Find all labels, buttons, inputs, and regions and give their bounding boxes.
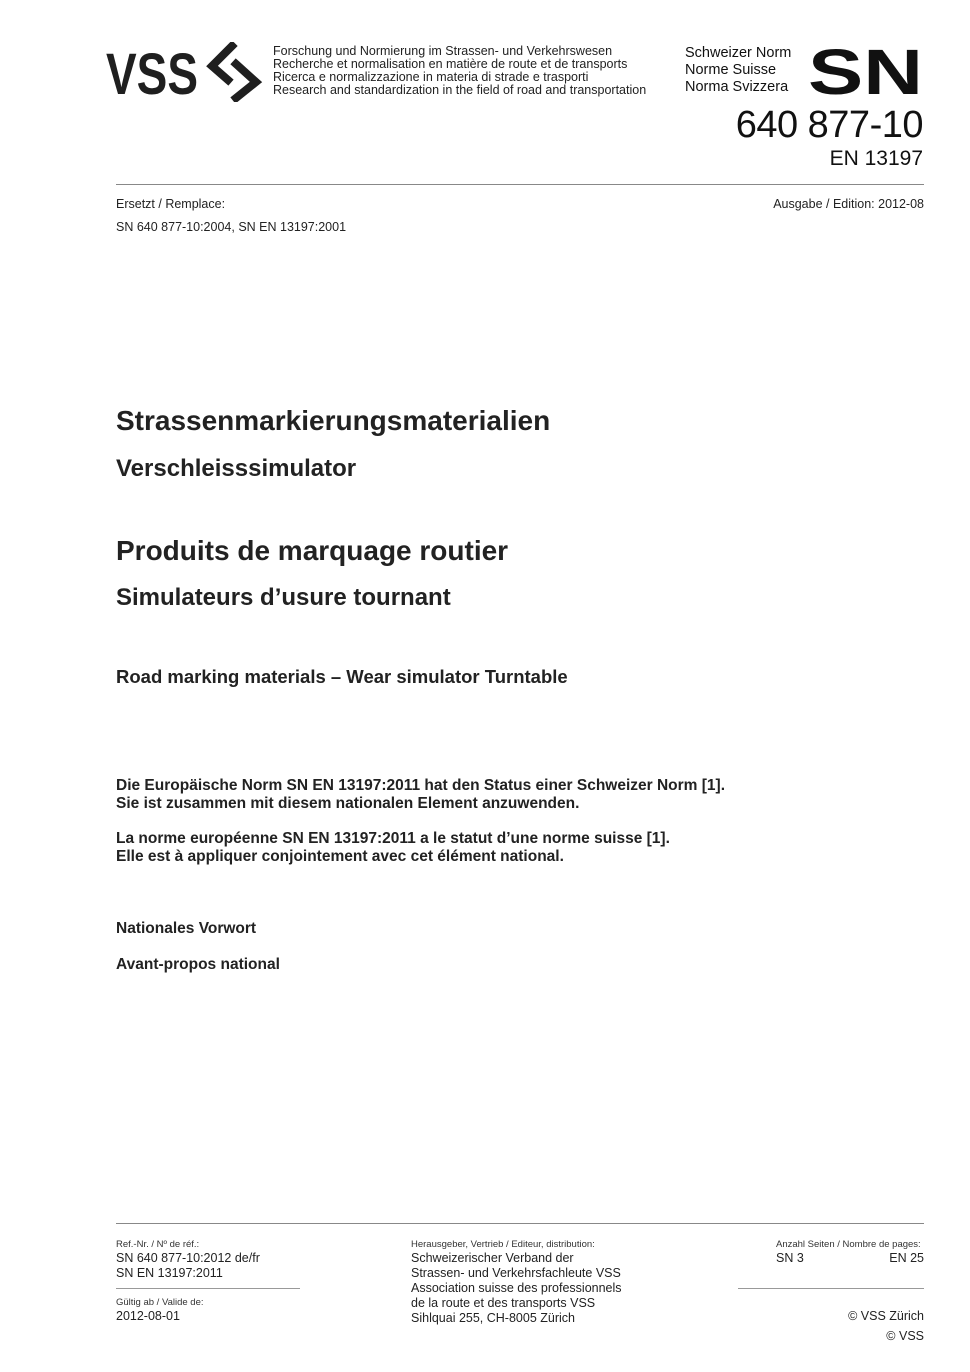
standard-number: 640 877-10 xyxy=(735,104,923,146)
publisher-line-1: Schweizerischer Verband der xyxy=(411,1251,574,1265)
edition-date: Ausgabe / Edition: 2012-08 xyxy=(773,197,924,211)
subtitle-fr: Simulateurs d’usure tournant xyxy=(116,584,451,611)
ref-label: Ref.-Nr. / Nº de réf.: xyxy=(116,1239,200,1250)
publisher-label: Herausgeber, Vertrieb / Editeur, distribution: xyxy=(411,1239,595,1250)
subtitle-de: Verschleisssimulator xyxy=(116,455,357,482)
publisher-address xyxy=(411,1251,622,1326)
valid-value: 2012-08-01 xyxy=(116,1309,180,1323)
pages-divider xyxy=(738,1288,924,1289)
en-number: EN 13197 xyxy=(829,147,923,170)
title-en: Road marking materials – Wear simulator Turntable xyxy=(116,666,568,687)
tagline-de: Forschung und Normierung im Strassen- und Verkehrswesen xyxy=(273,44,613,58)
replaces-label: Ersetzt / Remplace: xyxy=(116,197,226,211)
sn-logo-graphic xyxy=(808,44,924,96)
foreword-de: Nationales Vorwort xyxy=(116,920,257,937)
sn-logo-text: SN xyxy=(808,44,923,96)
tagline-it: Ricerca e normalizzazione in materia di strade e trasporti xyxy=(273,70,589,84)
publisher-line-5: Sihlquai 255, CH-8005 Zürich xyxy=(411,1311,575,1325)
pages-label: Anzahl Seiten / Nombre de pages: xyxy=(776,1239,921,1250)
publisher-line-4: de la route et des transports VSS xyxy=(411,1296,596,1310)
status-fr-line-2: Elle est à appliquer conjointement avec cet élément national. xyxy=(116,848,564,865)
ref-line-2: SN EN 13197:2011 xyxy=(116,1266,223,1280)
norm-label-de: Schweizer Norm xyxy=(685,45,792,61)
footer-divider xyxy=(116,1223,924,1224)
vss-logo-text: VSS xyxy=(106,42,198,102)
copyright-vss: © VSS xyxy=(886,1329,924,1343)
status-de-line-2: Sie ist zusammen mit diesem nationalen Element anzuwenden. xyxy=(116,795,580,812)
ref-divider xyxy=(116,1288,300,1289)
publisher-line-3: Association suisse des professionnels xyxy=(411,1281,622,1295)
norm-labels xyxy=(685,45,791,96)
ref-values xyxy=(116,1251,260,1281)
copyright-vss-zurich: © VSS Zürich xyxy=(848,1309,924,1323)
organization-tagline xyxy=(273,45,646,97)
vss-logo xyxy=(106,42,266,102)
tagline-en: Research and standardization in the field of road and transportation xyxy=(273,83,647,97)
status-de xyxy=(116,777,725,813)
replaces-value: SN 640 877-10:2004, SN EN 13197:2001 xyxy=(116,220,347,234)
foreword-fr: Avant-propos national xyxy=(116,956,280,973)
ref-line-1: SN 640 877-10:2012 de/fr xyxy=(116,1251,260,1265)
pages-en: EN 25 xyxy=(889,1251,924,1265)
pages-sn: SN 3 xyxy=(776,1251,804,1265)
vss-logo-graphic xyxy=(106,42,266,102)
title-de: Strassenmarkierungsmaterialien xyxy=(116,405,551,436)
tagline-fr: Recherche et normalisation en matière de route et de transports xyxy=(273,57,628,71)
publisher-line-2: Strassen- und Verkehrsfachleute VSS xyxy=(411,1266,621,1280)
status-de-line-1: Die Europäische Norm SN EN 13197:2011 hat den Status einer Schweizer Norm [1]. xyxy=(116,777,726,794)
sn-logo xyxy=(808,44,924,96)
title-fr: Produits de marquage routier xyxy=(116,535,509,566)
status-fr-line-1: La norme européenne SN EN 13197:2011 a le statut d’une norme suisse [1]. xyxy=(116,830,670,847)
header-divider xyxy=(116,184,924,185)
valid-label: Gültig ab / Valide de: xyxy=(116,1297,204,1308)
norm-label-it: Norma Svizzera xyxy=(685,79,789,95)
status-fr xyxy=(116,830,670,866)
norm-label-fr: Norme Suisse xyxy=(685,62,777,78)
